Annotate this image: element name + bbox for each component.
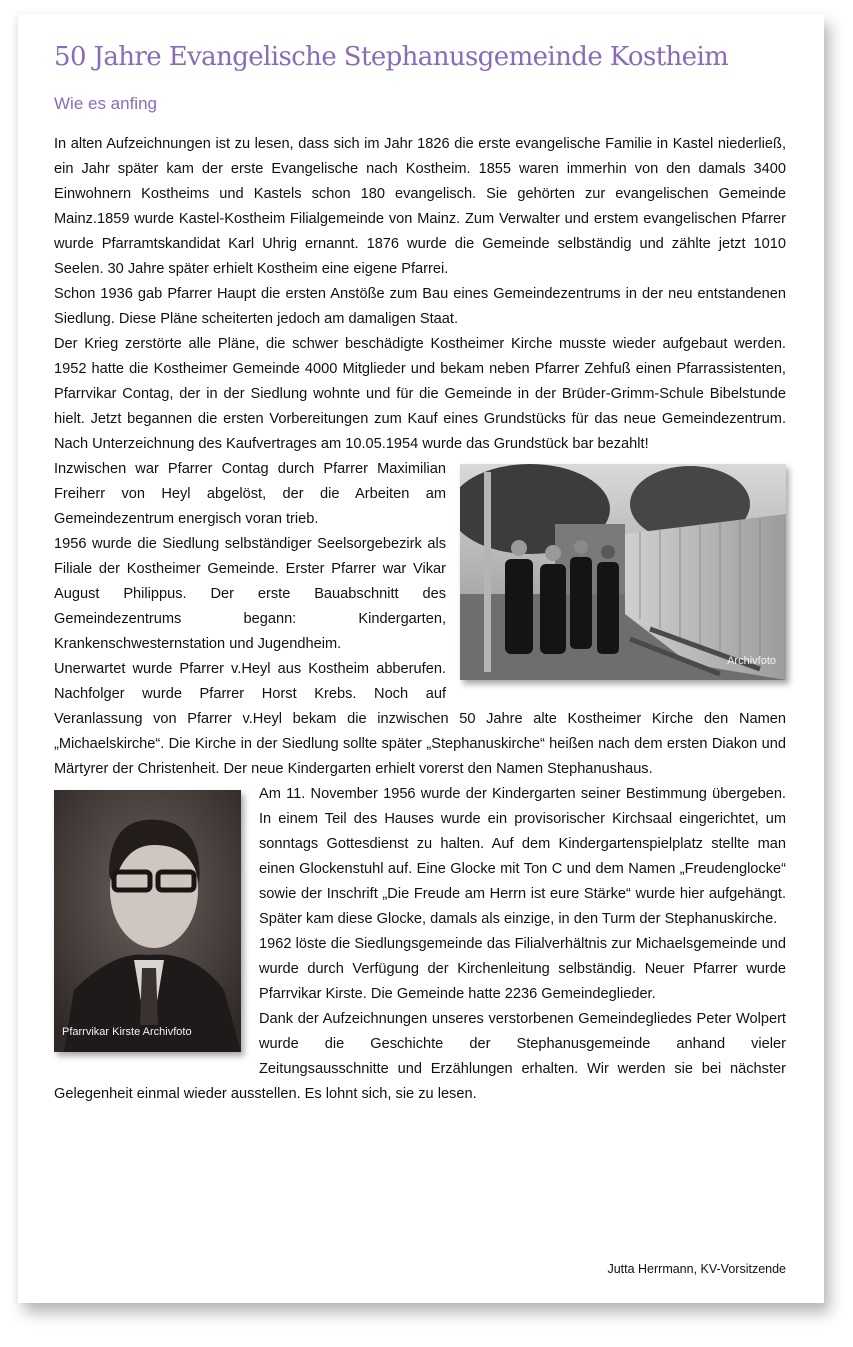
section-subtitle: Wie es anfing <box>54 94 157 113</box>
construction-site-photo <box>460 464 786 680</box>
paragraph: In alten Aufzeichnungen ist zu lesen, dass sich im Jahr 1826 die erste evangelische Familie in Kastel niederließ, ein Jahr später kam der erste Evangelische nach Kostheim. 1855 waren immerhin von den damals 3400 Einwohnern Kostheims und Kastels schon 180 evangelisch. Sie gehörten zur evangelischen Gemeinde Mainz.1859 wurde Kastel-Kostheim Filialgemeinde von Mainz. Zum Verwalter und erstem evangelischen Pfarrer wurde Pfarramtskandidat Karl Uhrig ernannt. 1876 wurde die Gemeinde selbständig und zählte jetzt 1010 Seelen. 30 Jahre später erhielt Kostheim eine eigene Pfarrei. <box>54 136 786 277</box>
paragraph: Am 11. November 1956 wurde der Kindergarten seiner Bestimmung übergeben. In einem Teil des Hauses wurde ein provisorischer Kirchsaal eingerichtet, um sonntags Gottesdienst zu halten. Auf dem Kindergartenspielplatz stellte man einen Glockenstuhl auf. Eine Glocke mit Ton C und dem Namen „Freudenglocke“ sowie der Inschrift „Die Freude am Herrn ist eure Stärke“ wurde hier aufgehängt. Später kam diese Glocke, damals als einzige, in den Turm der Stephanuskirche. <box>259 786 786 927</box>
photo-caption: Archivfoto <box>727 655 776 667</box>
photo-caption: Pfarrvikar Kirste Archivfoto <box>62 1026 192 1038</box>
paragraph: Unerwartet wurde Pfarrer v.Heyl aus Kostheim abberufen. Nachfolger wurde Pfarrer Horst Krebs. Noch auf Veranlassung von Pfarrer v.Heyl bekam die inzwischen 50 Jahre alte Kostheimer Kirche den Namen „Michaelskirche“. Die Kirche in der Siedlung sollte später „Stephanuskirche“ heißen nach dem ersten Diakon und Märtyrer der Christenheit. Der neue Kindergarten erhielt vorerst den Namen Stephanushaus. <box>54 661 786 777</box>
paragraph: 1962 löste die Siedlungsgemeinde das Filialverhältnis zur Michaelsgemeinde und wurde durch Verfügung der Kirchenleitung selbständig. Neuer Pfarrer wurde Pfarrvikar Kirste. Die Gemeinde hatte 2236 Gemeindeglieder. <box>259 936 786 1002</box>
article-card <box>18 14 824 1303</box>
paragraph: Dank der Aufzeichnungen unseres verstorbenen Gemeindegliedes Peter Wolpert wurde die Geschichte der Stephanusgemeinde anhand vieler Zeitungsausschnitte und Erzählungen erhalten. Wir werden sie bei nächster Gelegenheit einmal wieder ausstellen. Es lohnt sich, sie zu lesen. <box>54 1011 786 1102</box>
photo-image <box>460 464 786 680</box>
paragraph: 1956 wurde die Siedlung selbständiger Seelsorgebezirk als Filiale der Kostheimer Gemeinde. Erster Pfarrer war Vikar August Philippus. Der erste Bauabschnitt des Gemeindezentrums begann: Kindergarten, Krankenschwesternstation und Jugendheim. <box>54 536 446 652</box>
page-title: 50 Jahre Evangelische Stephanusgemeinde Kostheim <box>54 42 729 72</box>
paragraph: Schon 1936 gab Pfarrer Haupt die ersten Anstöße zum Bau eines Gemeindezentrums in der neu entstandenen Siedlung. Diese Pläne scheiterten jedoch am damaligen Staat. <box>54 286 786 327</box>
author-signature: Jutta Herrmann, KV-Vorsitzende <box>607 1262 786 1276</box>
photo-image <box>54 790 241 1052</box>
portrait-photo <box>54 790 241 1052</box>
paragraph: Der Krieg zerstörte alle Pläne, die schwer beschädigte Kostheimer Kirche musste wieder aufgebaut werden. 1952 hatte die Kostheimer Gemeinde 4000 Mitglieder und bekam neben Pfarrer Zehfuß einen Pfarrassistenten, Pfarrvikar Contag, der in der Siedlung wohnte und für die Gemeinde in der Brüder-Grimm-Schule Bibelstunde hielt. Jetzt begannen die ersten Vorbereitungen zum Kauf eines Grundstücks für das neue Gemeindezentrum. Nach Unterzeichnung des Kaufvertrages am 10.05.1954 wurde das Grundstück bar bezahlt! <box>54 336 786 452</box>
article-body <box>54 132 786 1107</box>
paragraph: Inzwischen war Pfarrer Contag durch Pfarrer Maximilian Freiherr von Heyl abgelöst, der die Arbeiten am Gemeindezentrum energisch voran trieb. <box>54 461 446 527</box>
